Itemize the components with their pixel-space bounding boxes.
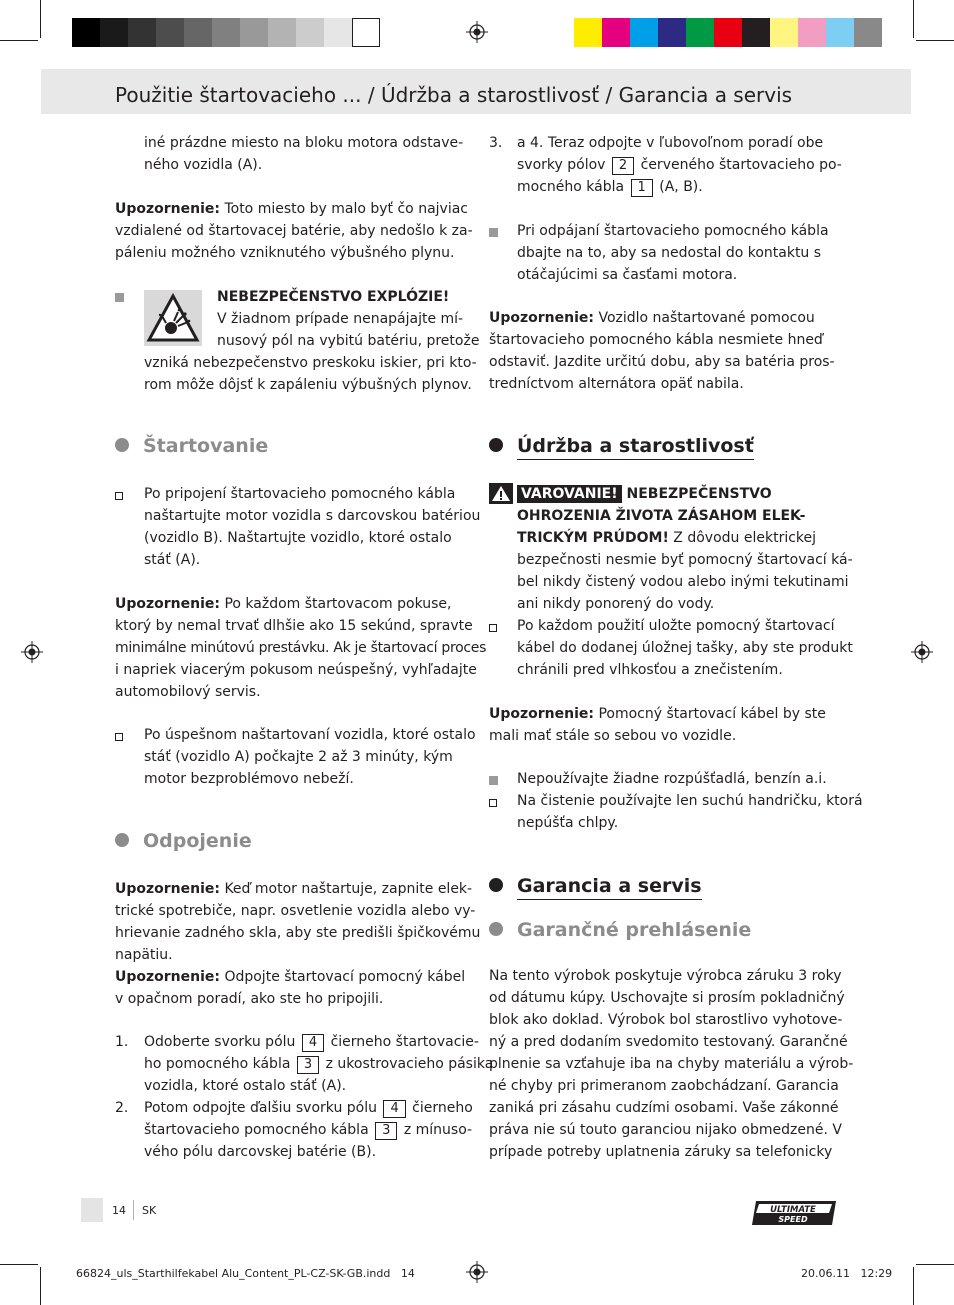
page-number-tab <box>81 1198 103 1222</box>
registration-mark-icon <box>466 21 488 43</box>
color-swatch <box>630 18 658 47</box>
cleaning-instruction: Na čistenie používajte len suchú handričku, ktorá nepúšťa chlpy. <box>517 793 863 831</box>
color-swatch <box>826 18 854 47</box>
checkbox-square-icon <box>115 733 123 741</box>
crop-mark <box>916 40 954 41</box>
section-heading-warranty-statement: Garančné prehlásenie <box>489 919 751 941</box>
note-paragraph: Upozornenie: Pomocný štartovací kábel by ste mali mať stále so sebou vo vozidle. <box>489 706 826 744</box>
checkbox-square-icon <box>115 492 123 500</box>
disconnect-caution: Pri odpájaní štartovacieho pomocného kábla dbajte na to, aby sa nedostal do kontaktu s otáčajúcimi sa časťami motora. <box>517 223 829 283</box>
note-paragraph: Upozornenie: Keď motor naštartuje, zapnite elek- trické spotrebiče, napr. osvetlenie vozidla alebo vy- hrievanie zadného skla, aby ste predišli špičkovému napätiu. Upozornenie: Odpojte štartovací pomocný kábel v opačnom poradí, ako ste ho pripojili. <box>115 881 481 1007</box>
step-3-text: a 4. Teraz odpojte v ľubovoľnom poradí obe svorky pólov 2 červeného štartovacieho po- mocného kábla 1 (A, B). <box>517 135 842 195</box>
registration-mark-icon <box>21 641 43 663</box>
intro-paragraph: iné prázdne miesto na bloku motora odstave- ného vozidla (A). <box>144 135 464 173</box>
note-label: Upozornenie: <box>115 201 220 217</box>
after-start-instruction: Po úspešnom naštartovaní vozidla, ktoré ostalo stáť (vozidlo A) počkajte 2 až 3 minúty, kým motor bezproblémovo nebeží. <box>144 727 476 787</box>
crop-mark <box>0 1264 38 1265</box>
color-swatch <box>100 18 128 47</box>
color-swatch <box>798 18 826 47</box>
crop-mark <box>40 0 41 38</box>
color-swatch <box>770 18 798 47</box>
registration-mark-icon <box>911 641 933 663</box>
page-divider <box>133 1200 134 1220</box>
section-heading-warranty: Garancia a servis <box>489 875 702 897</box>
step-number: 3. <box>489 135 503 151</box>
part-number-box: 4 <box>302 1034 324 1052</box>
svg-text:SPEED: SPEED <box>778 1215 808 1224</box>
section-heading-starting: Štartovanie <box>115 435 268 457</box>
color-swatch <box>742 18 770 47</box>
color-swatch <box>296 18 324 47</box>
explosion-danger-text: NEBEZPEČENSTVO EXPLÓZIE! V žiadnom prípade nenapájajte mí- nusový pól na vybitú batériu, pretože <box>217 289 480 349</box>
color-swatch <box>714 18 742 47</box>
storage-instruction: Po každom použití uložte pomocný štartovací kábel do dodanej úložnej tašky, aby ste produkt chránili pred vlhkosťou a znečistením. <box>517 618 853 678</box>
bullet-square-icon <box>489 776 498 785</box>
section-dot-icon <box>489 438 503 452</box>
crop-mark <box>916 1264 954 1265</box>
color-swatch <box>602 18 630 47</box>
language-code: SK <box>142 1204 157 1217</box>
note-paragraph: Upozornenie: Vozidlo naštartované pomocou štartovacieho pomocného kábla nesmiete hneď odstaviť. Jazdite určitú dobu, aby sa batéria pros- tredníctvom alternátora opäť nabila. <box>489 310 835 392</box>
bullet-square-icon <box>489 228 498 237</box>
print-slug-filename: 66824_uls_Starthilfekabel Alu_Content_PL-CZ-SK-GB.indd 14 <box>76 1267 415 1280</box>
checkbox-square-icon <box>489 624 497 632</box>
color-swatch <box>184 18 212 47</box>
color-swatch <box>324 18 352 47</box>
part-number-box: 2 <box>612 157 634 175</box>
warranty-paragraph: Na tento výrobok poskytuje výrobca záruku 3 roky od dátumu kúpy. Uschovajte si prosím pokladničný blok ako doklad. Výrobok bol starostlivo vyhotove- ný a pred dodaním svedomito testovaný. Garančné plnenie sa vzťahuje iba na chyby materiálu a výrob- né chyby pri primeranom zaobchádzaní. Garancia zaniká pri zásahu cudzími osobami. Vaše zákonné práva nie sú touto garanciou nijako obmedzené. V prípade potreby uplatnenia záruky sa telefonicky <box>489 968 854 1160</box>
step-number: 2. <box>115 1100 129 1116</box>
note-paragraph: Upozornenie: Toto miesto by malo byť čo najviac vzdialené od štartovacej batérie, aby nedošlo k za- páleniu možného vzniknutého výbušného plynu. <box>115 201 473 261</box>
crop-mark <box>913 0 914 38</box>
page-number: 14 <box>112 1204 126 1217</box>
color-swatch <box>240 18 268 47</box>
section-heading-care: Údržba a starostlivosť <box>489 435 754 457</box>
color-swatch <box>574 18 602 47</box>
section-dot-icon <box>115 438 129 452</box>
part-number-box: 4 <box>383 1100 405 1118</box>
color-swatch <box>658 18 686 47</box>
color-swatch <box>854 18 882 47</box>
explosion-danger-text-cont: vzniká nebezpečenstvo preskoku iskier, pri kto- rom môže dôjsť k zapáleniu výbušných plynov. <box>144 355 477 393</box>
explosion-warning-icon <box>144 290 202 346</box>
part-number-box: 1 <box>631 179 653 197</box>
warning-label: VAROVANIE! <box>517 485 622 503</box>
warning-triangle-icon <box>489 483 513 504</box>
cleaning-instruction: Nepoužívajte žiadne rozpúšťadlá, benzín a.i. <box>517 771 827 787</box>
crop-mark <box>40 1267 41 1305</box>
color-swatch <box>128 18 156 47</box>
section-dot-icon <box>489 878 503 892</box>
crop-mark <box>0 40 38 41</box>
registration-mark-icon <box>466 1261 488 1283</box>
section-heading-disconnect: Odpojenie <box>115 830 252 852</box>
color-swatch <box>352 18 380 47</box>
color-swatch <box>686 18 714 47</box>
color-swatch <box>212 18 240 47</box>
step-1-text: Odoberte svorku pólu 4 čierneho štartovacie- ho pomocného kábla 3 z ukostrovacieho pásika vozidla, ktoré ostalo stáť (A). <box>144 1034 494 1094</box>
svg-text:ULTIMATE: ULTIMATE <box>770 1205 816 1215</box>
checkbox-square-icon <box>489 799 497 807</box>
section-dot-icon <box>115 833 129 847</box>
print-slug-date: 20.06.11 12:29 <box>801 1267 893 1280</box>
color-swatch <box>156 18 184 47</box>
electric-warning-text: VAROVANIE! NEBEZPEČENSTVO OHROZENIA ŽIVOTA ZÁSAHOM ELEK- TRICKÝM PRÚDOM! Z dôvodu elektrickej bezpečnosti nesmie byť pomocný štartovací ká- bel nikdy čistený vodou alebo inými tekutinami ani nikdy ponorený do vody. <box>517 486 853 612</box>
step-2-text: Potom odpojte ďalšiu svorku pólu 4 čierneho štartovacieho pomocného kábla 3 z mínuso- vého pólu darcovskej batérie (B). <box>144 1100 473 1160</box>
page-title: Použitie štartovacieho ... / Údržba a starostlivosť / Garancia a servis <box>115 83 793 107</box>
part-number-box: 3 <box>375 1122 397 1140</box>
ultimate-speed-logo <box>752 1199 838 1227</box>
color-swatch <box>72 18 100 47</box>
color-swatch <box>268 18 296 47</box>
part-number-box: 3 <box>297 1056 319 1074</box>
note-paragraph: Upozornenie: Po každom štartovacom pokuse, ktorý by nemal trvať dlhšie ako 15 sekúnd, spravte minimálne minútovú prestávku. Ak je štartovací proces i napriek viacerým pokusom neúspešný, vyhľadajte automobilový servis. <box>115 596 487 700</box>
crop-mark <box>913 1267 914 1305</box>
bullet-square-icon <box>115 293 124 302</box>
start-instruction: Po pripojení štartovacieho pomocného kábla naštartujte motor vozidla s darcovskou batériou (vozidlo B). Naštartujte vozidlo, ktoré ostalo stáť (A). <box>144 486 481 568</box>
section-dot-icon <box>489 922 503 936</box>
step-number: 1. <box>115 1034 129 1050</box>
